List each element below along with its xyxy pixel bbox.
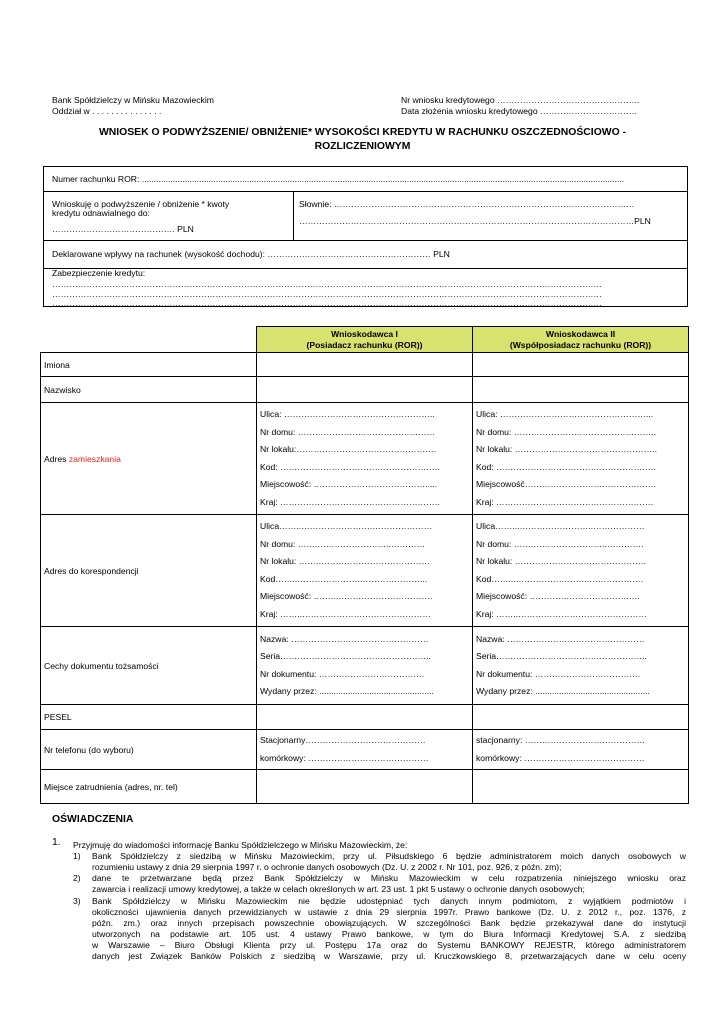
security-label: Zabezpieczenie kredytu:	[52, 268, 146, 278]
applicant-2-pesel[interactable]	[473, 705, 689, 730]
applicant-1-subtitle: (Posiadacz rachunku (ROR))	[306, 339, 423, 350]
clause-3-line: okoliczności ujawnienia danych przewidzianych w ustawie z dnia 29 sierpnia 1997r. Prawo bankowe (Dz. U. z 2012 r., poz. 1376, z	[92, 907, 686, 917]
surname-label: Nazwisko	[41, 377, 257, 403]
table-row	[41, 515, 689, 627]
postal-code-field[interactable]: Kod……..………………….…………………...	[260, 573, 428, 584]
applicant-2-id-document[interactable]	[473, 627, 689, 705]
clause-1-line: Bank Spółdzielczy z siedzibą w Mińsku Mazowieckim, przy ul. Piłsudskiego 6 będzie administratorem moich danych osobowych w	[92, 851, 686, 861]
clause-2-line: zawarcia i realizacji umowy kredytowej, a także w celach określonych w art. 23 ust. 1 pkt 5 ustawy o ochronie danych osobowych;	[92, 884, 585, 894]
application-number-field[interactable]: Nr wniosku kredytowego …………………………………………..	[401, 95, 640, 105]
document-number-field[interactable]: Nr dokumentu: ……………………………….	[476, 668, 641, 679]
home-address-label-prefix: Adres	[44, 453, 69, 464]
city-field[interactable]: Miejscowość: ………….………………….….	[476, 591, 640, 601]
country-field[interactable]: Kraj: ………………………………………………..	[260, 496, 440, 507]
applicant-2-header	[473, 327, 689, 353]
applicant-2-home-address[interactable]	[473, 403, 689, 515]
security-field-1[interactable]: …………………………………………………………………………………………………………………………………………………………………………	[52, 279, 602, 289]
document-name-field[interactable]: Nazwa: …………………………………………	[260, 633, 429, 644]
city-field[interactable]: Miejscowość……………………………………….	[476, 479, 657, 489]
applicant-1-pesel[interactable]	[257, 705, 473, 730]
applicant-2-phone[interactable]	[473, 730, 689, 770]
amount-in-words-field[interactable]: Słownie: ……………………………………………………………………………………………	[299, 199, 635, 209]
document-series-field[interactable]: Seria……………………………………………..	[260, 651, 431, 661]
mobile-field[interactable]: komórkowy: ……………………………………	[476, 752, 645, 763]
declared-income-field[interactable]: Deklarowane wpływy na rachunek (wysokość dochodu): ………………………………………………… PLN	[52, 249, 450, 259]
request-label-line-2: kredytu odnawialnego do:	[52, 208, 150, 218]
clause-3-line: utworzonych na podstawie art. 105 ust. 4 ustawy Prawo bankowe, w tym do Biura Informacji Kredytowej S.A. z siedzibą	[92, 929, 686, 939]
table-row	[41, 705, 689, 730]
clause-3-line: Bank Spółdzielczy w Mińsku Mazowieckim nie będzie udostępniać tych danych innym podmiotom, z wyjątkiem podmiotów i	[92, 896, 686, 906]
divider	[43, 240, 688, 241]
house-number-field[interactable]: Nr domu: …………………………………………	[260, 426, 436, 437]
house-number-field[interactable]: Nr domu: …….……………………..………….	[476, 538, 644, 549]
empty-header-cell	[41, 327, 257, 353]
street-field[interactable]: Ulica……...……………………..………………	[476, 521, 645, 531]
table-header-row	[41, 327, 689, 353]
table-row	[41, 627, 689, 705]
table-row	[41, 353, 689, 377]
street-field[interactable]: Ulica: ……………………………………………...	[476, 409, 654, 419]
branch-field[interactable]: Oddział w . . . . . . . . . . . . . . .	[52, 106, 162, 116]
clause-number: 2)	[73, 873, 81, 883]
city-field[interactable]: Miejscowość: ………………………………….....	[260, 479, 438, 489]
postal-code-field[interactable]: Kod: ………………………………………………..	[476, 461, 656, 472]
apartment-number-field[interactable]: Nr lokalu: ……………………………………….	[476, 556, 646, 566]
security-field-2[interactable]: …………………………………………………………………………………………………………………………………………………………………………	[52, 289, 602, 299]
apartment-number-field[interactable]: Nr lokalu:………………………………………….	[260, 444, 437, 454]
applicant-1-home-address[interactable]	[257, 403, 473, 515]
account-number-field[interactable]: Numer rachunku ROR: ..........................................................................................................................................................................................................	[52, 174, 625, 184]
clause-number: 3)	[73, 896, 81, 906]
table-row	[41, 770, 689, 804]
applicant-1-id-document[interactable]	[257, 627, 473, 705]
street-field[interactable]: Ulica……..…………………….…………………	[260, 521, 433, 531]
country-field[interactable]: Kraj: ……………………………………………….	[476, 496, 654, 507]
applicant-2-surname[interactable]	[473, 377, 689, 403]
country-field[interactable]: Kraj: ……..………………………………………	[476, 608, 647, 619]
requested-amount-field[interactable]: ……………………………………. PLN	[52, 224, 194, 234]
applicant-2-title: Wnioskodawca II	[545, 328, 616, 339]
applicant-1-correspondence-address[interactable]	[257, 515, 473, 627]
bank-name: Bank Spółdzielczy w Mińsku Mazowieckim	[52, 95, 214, 105]
request-label-line-1: Wnioskuję o podwyższenie / obniżenie * kwoty	[52, 199, 230, 209]
applicant-2-correspondence-address[interactable]	[473, 515, 689, 627]
application-date-field[interactable]: Data złożenia wniosku kredytowego …………………………….	[401, 106, 637, 116]
applicant-1-phone[interactable]	[257, 730, 473, 770]
postal-code-field[interactable]: Kod: ………………………………………………..	[260, 461, 440, 472]
applicant-1-title: Wnioskodawca I	[331, 328, 398, 339]
applicant-table	[40, 326, 689, 804]
document-series-field[interactable]: Seria……………………………………………..	[476, 651, 647, 661]
statement-intro: Przyjmuję do wiadomości informację Banku Spółdzielczego w Mińsku Mazowieckim, że:	[73, 840, 408, 850]
correspondence-address-label: Adres do korespondencji	[41, 515, 257, 627]
mobile-field[interactable]: komórkowy: ……………………………………	[260, 752, 429, 763]
first-names-label: Imiona	[41, 353, 257, 377]
clause-2-line: dane te przetwarzane będą przez Bank Spółdzielczy w Mińsku Mazowieckim w celu rozpatrzenia niniejszego wniosku oraz	[92, 873, 686, 883]
street-field[interactable]: Ulica: ……………………………………………..	[260, 409, 435, 419]
country-field[interactable]: Kraj: ……..………………………………………	[260, 608, 431, 619]
clause-1-line: rozumieniu ustawy z dnia 29 sierpnia 1997 r. o ochronie danych osobowych (Dz. U. z 2002 r. Nr 101, poz. 926, z późn. zm);	[92, 862, 562, 872]
amount-in-words-field-2[interactable]: ………………………………………………………………………………………………………PLN	[299, 216, 651, 226]
clause-3-line: w Warszawie – Biuro Obsługi Klienta przy ul. Postępu 17a oraz do Systemu BANKOWY REJESTR, którego administratorem	[92, 940, 686, 950]
phone-label: Nr telefonu (do wyboru)	[41, 730, 257, 770]
clause-3-line: danych jest Związek Banków Polskich z siedzibą w Warszawie, przy ul. Kruczkowskiego 8, przetwarzających dane w celu oceny	[92, 951, 686, 961]
landline-field[interactable]: stacjonarny: ……………………………………	[476, 735, 646, 745]
apartment-number-field[interactable]: Nr lokalu: …………………………………………..	[476, 444, 657, 454]
table-row	[41, 730, 689, 770]
divider	[43, 191, 688, 192]
applicant-1-employer[interactable]	[257, 770, 473, 804]
pesel-label: PESEL	[41, 705, 257, 730]
issued-by-field[interactable]: Wydany przez: ................................................	[260, 686, 434, 696]
security-field-3[interactable]: …………………………………………………………………………………………………………………………………………………………………………	[52, 298, 602, 308]
document-name-field[interactable]: Nazwa: …………………………………………	[476, 633, 645, 644]
city-field[interactable]: Miejscowość: ……..…………………………….	[260, 591, 433, 601]
postal-code-field[interactable]: Kod……...……………………..……………….	[476, 573, 644, 584]
divider	[293, 191, 294, 240]
home-address-label	[41, 403, 257, 515]
table-row	[41, 403, 689, 515]
title-line-1: WNIOSEK O PODWYŻSZENIE/ OBNIŻENIE* WYSOKOŚCI KREDYTU W RACHUNKU OSZCZEDNOŚCIOWO -	[98, 127, 627, 138]
applicant-1-header	[257, 327, 473, 353]
apartment-number-field[interactable]: Nr lokalu: …….…………………………………	[260, 556, 430, 566]
applicant-2-employer[interactable]	[473, 770, 689, 804]
home-address-label-highlight: zamieszkania	[68, 453, 121, 464]
statements-title: OŚWIADCZENIA	[52, 814, 134, 825]
employer-label: Miejsce zatrudnienia (adres, nr. tel)	[41, 770, 257, 804]
clause-3-line: późn. zm.) oraz innych przepisach powszechnie obowiązujących. W szczególności Bank będzie przekazywał dane do instytucji	[92, 918, 686, 928]
id-document-label: Cechy dokumentu tożsamości	[41, 627, 257, 705]
title-line-2: ROZLICZENIOWYM	[314, 141, 411, 152]
table-row	[41, 377, 689, 403]
applicant-1-surname[interactable]	[257, 377, 473, 403]
applicant-2-subtitle: (Współposiadacz rachunku (ROR))	[509, 339, 652, 350]
statement-number: 1.	[52, 837, 61, 848]
house-number-field[interactable]: Nr domu: …….……………………..…………	[260, 538, 426, 549]
house-number-field[interactable]: Nr domu: …………………………………………..	[476, 426, 657, 437]
applicant-1-first-names[interactable]	[257, 353, 473, 377]
clause-number: 1)	[73, 851, 81, 861]
document-title	[30, 126, 695, 154]
landline-field[interactable]: Stacjonarny……………………………………	[260, 735, 426, 745]
document-number-field[interactable]: Nr dokumentu: ……………………………….	[260, 668, 425, 679]
applicant-2-first-names[interactable]	[473, 353, 689, 377]
issued-by-field[interactable]: Wydany przez: ................................................	[476, 686, 650, 696]
